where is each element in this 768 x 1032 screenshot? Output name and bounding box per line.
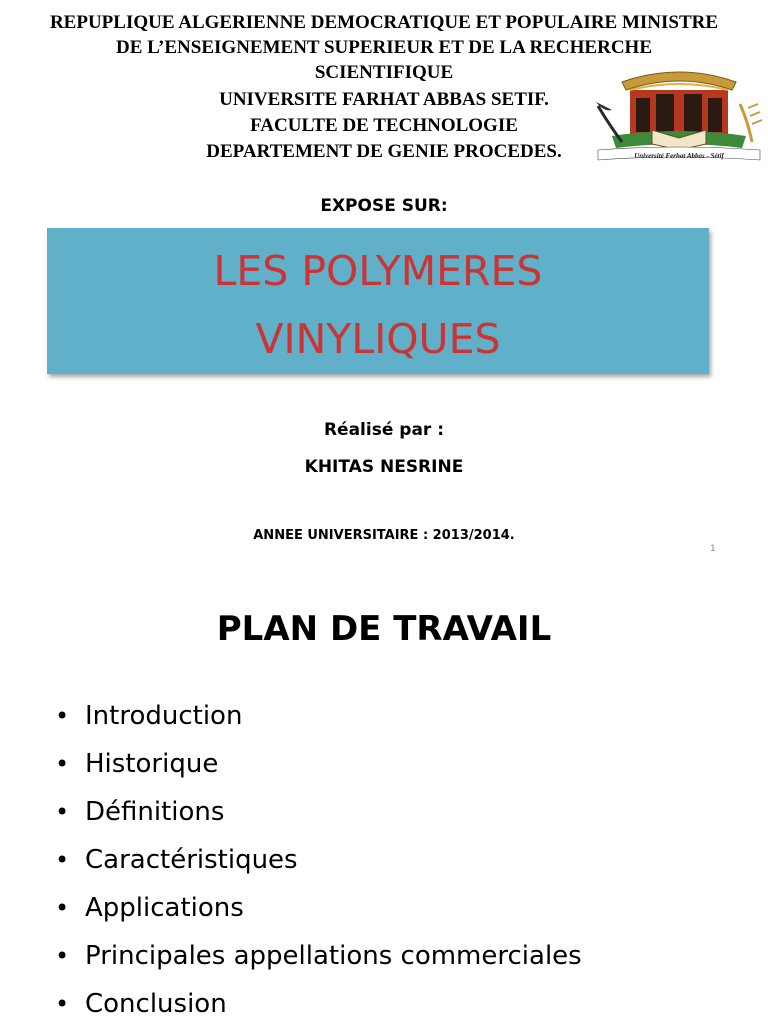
list-item [55,696,755,744]
bullet-icon: • [55,702,70,730]
header-line-2: DE L’ENSEIGNEMENT SUPERIEUR ET DE LA RECHERCHE [115,37,652,58]
expose-label: EXPOSE SUR: [320,196,448,216]
header-line-3: SCIENTIFIQUE [314,62,454,83]
page-number: 1 [710,544,716,554]
header-line-1: REPUPLIQUE ALGERIENNE DEMOCRATIQUE ET POPULAIRE MINISTRE [49,12,719,33]
list-item-label: Historique [85,749,219,779]
bullet-icon: • [55,750,70,778]
list-item [55,936,755,984]
bullet-icon: • [55,798,70,826]
realise-label: Réalisé par : [323,420,445,440]
title-line-2: VINYLIQUES [255,315,501,363]
header-line-university: UNIVERSITE FARHAT ABBAS SETIF. [219,89,549,110]
bullet-icon: • [55,894,70,922]
academic-year: ANNEE UNIVERSITAIRE : 2013/2014. [253,528,515,543]
list-item-label: Définitions [85,797,225,827]
bullet-icon: • [55,846,70,874]
list-item-label: Introduction [85,701,243,731]
author-name: KHITAS NESRINE [304,457,464,477]
list-item [55,792,755,840]
list-item [55,984,755,1032]
title-box [47,228,709,374]
list-item-label: Principales appellations commerciales [85,941,582,971]
title-line-1: LES POLYMERES [213,247,543,295]
university-logo-icon [592,64,766,164]
bullet-icon: • [55,942,70,970]
plan-slide [0,580,768,1024]
header-line-faculty: FACULTE DE TECHNOLOGIE [250,115,518,136]
list-item-label: Applications [85,893,244,923]
plan-title: PLAN DE TRAVAIL [216,609,552,649]
list-item [55,888,755,936]
university-logo [592,64,766,164]
list-item-label: Conclusion [85,989,227,1019]
header-line-department: DEPARTEMENT DE GENIE PROCEDES. [206,141,562,162]
logo-caption: Université Ferhat Abbas - Sétif [634,152,724,160]
list-item [55,744,755,792]
list-item-label: Caractéristiques [85,845,298,875]
plan-list [55,696,755,1032]
list-item [55,840,755,888]
bullet-icon: • [55,990,70,1018]
